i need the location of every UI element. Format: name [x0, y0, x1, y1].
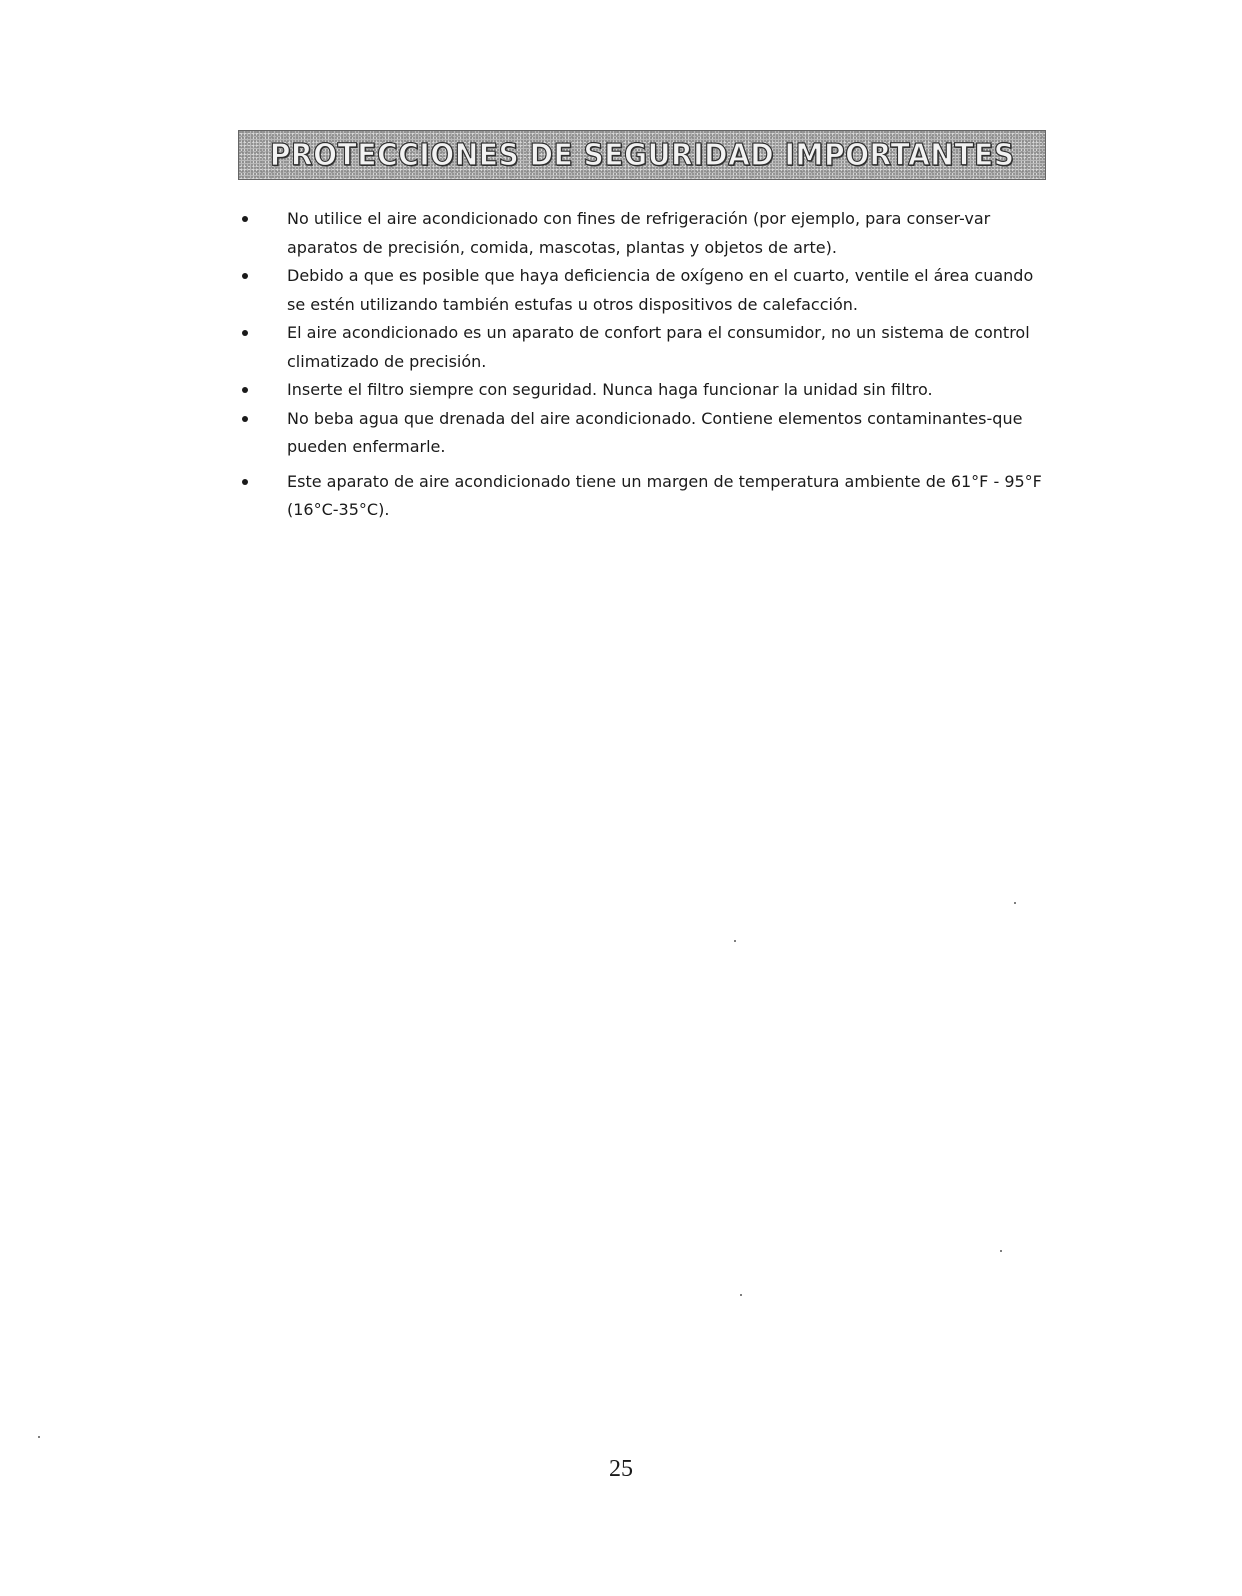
safety-item-text: Este aparato de aire acondicionado tiene un margen de temperatura ambiente de 61°F - 95°F (16°C-35°C).	[287, 471, 1042, 519]
page-number: 25	[609, 1456, 633, 1482]
safety-item-text: Inserte el filtro siempre con seguridad. Nunca haga funcionar la unidad sin filtro.	[287, 380, 933, 399]
safety-item-text: No utilice el aire acondicionado con fines de refrigeración (por ejemplo, para conser-var aparatos de precisión, comida, mascotas, plantas y objetos de arte).	[287, 209, 991, 257]
scan-speck	[740, 1294, 742, 1296]
scan-speck	[1014, 902, 1016, 904]
scan-speck	[38, 1436, 40, 1438]
safety-item-text: El aire acondicionado es un aparato de confort para el consumidor, no un sistema de control climatizado de precisión.	[287, 323, 1030, 371]
scan-speck	[734, 940, 736, 942]
section-title: PROTECCIONES DE SEGURIDAD IMPORTANTES	[269, 137, 1015, 173]
bullet-icon	[242, 273, 248, 279]
safety-item	[238, 205, 1048, 262]
safety-item-text: Debido a que es posible que haya deficiencia de oxígeno en el cuarto, ventile el área cuando se estén utilizando también estufas u otros dispositivos de calefacción.	[287, 266, 1034, 314]
bullet-icon	[242, 416, 248, 422]
safety-item-text: No beba agua que drenada del aire acondicionado. Contiene elementos contaminantes-que pueden enfermarle.	[287, 408, 1023, 456]
bullet-icon	[242, 216, 248, 222]
bullet-icon	[242, 387, 248, 393]
bullet-icon	[242, 330, 248, 336]
safety-item	[238, 468, 1048, 525]
scan-speck	[1000, 1250, 1002, 1252]
safety-item	[238, 405, 1048, 462]
safety-item	[238, 262, 1048, 319]
section-header-banner	[238, 130, 1046, 180]
safety-item	[238, 376, 1048, 405]
bullet-icon	[242, 479, 248, 485]
safety-list	[238, 205, 1048, 525]
safety-item	[238, 319, 1048, 376]
